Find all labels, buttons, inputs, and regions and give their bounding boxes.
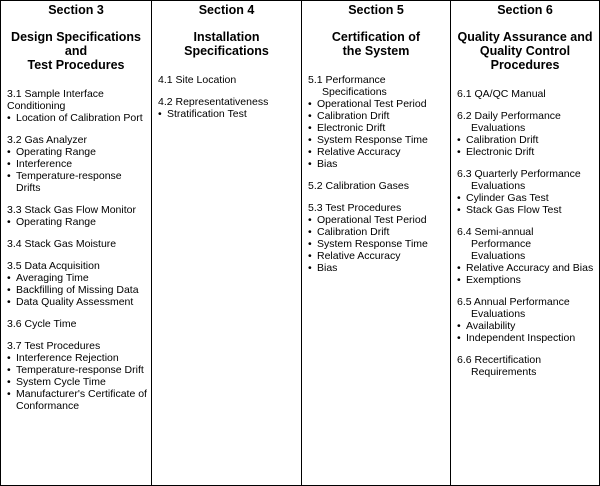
section-number: Section 3 — [48, 3, 104, 17]
item-heading-line: 5.3 Test Procedures — [308, 202, 402, 214]
bullet-list — [7, 216, 147, 228]
section-6-column — [451, 1, 599, 485]
section-title-line: Test Procedures — [27, 58, 125, 72]
bullet-list — [7, 146, 147, 194]
bullet-item: • Cylinder Gas Test — [457, 192, 595, 204]
item-heading-line: Specifications — [322, 86, 387, 98]
section-number: Section 6 — [497, 3, 553, 17]
item-heading — [7, 134, 147, 146]
list-item — [7, 204, 147, 228]
section-items — [451, 88, 599, 378]
item-heading — [308, 74, 446, 98]
item-heading-line: 6.5 Annual Performance — [457, 296, 570, 308]
list-item — [158, 96, 297, 120]
item-heading — [457, 354, 595, 378]
bullet-list — [457, 134, 595, 158]
bullet-list — [457, 262, 595, 286]
bullet-item: • Operating Range — [7, 216, 147, 228]
bullet-item: • Operational Test Period — [308, 214, 446, 226]
bullet-item: • Operational Test Period — [308, 98, 446, 110]
bullet-item: • Location of Calibration Port — [7, 112, 147, 124]
section-title-line: Design Specifications — [11, 30, 141, 44]
item-heading — [308, 202, 446, 214]
item-heading-line: Requirements — [471, 366, 537, 378]
section-items — [1, 88, 151, 412]
item-heading-line: 4.1 Site Location — [158, 74, 237, 86]
list-item — [308, 202, 446, 274]
item-heading-line: Evaluations — [471, 250, 526, 262]
bullet-item: • Temperature-response Drift — [7, 364, 147, 376]
bullet-item: • Electronic Drift — [308, 122, 446, 134]
section-number: Section 4 — [198, 3, 255, 17]
item-heading-line: Evaluations — [471, 180, 526, 192]
item-heading-line: 3.4 Stack Gas Moisture — [7, 238, 117, 250]
list-item — [158, 74, 297, 86]
bullet-item: • Interference Rejection — [7, 352, 147, 364]
bullet-item: • Calibration Drift — [308, 226, 446, 238]
bullet-list — [7, 272, 147, 308]
item-heading — [457, 226, 595, 262]
section-title-line: the System — [342, 44, 410, 58]
list-item — [7, 238, 147, 250]
item-heading-line: 6.6 Recertification — [457, 354, 542, 366]
section-title-line: Specifications — [184, 44, 269, 58]
bullet-item: • System Cycle Time — [7, 376, 147, 388]
item-heading-line: 5.1 Performance — [308, 74, 386, 86]
item-heading-line: Conditioning — [7, 100, 66, 112]
item-heading-line: 5.2 Calibration Gases — [308, 180, 409, 192]
item-heading-line: 3.7 Test Procedures — [7, 340, 101, 352]
bullet-item: • Interference — [7, 158, 147, 170]
bullet-item: • System Response Time — [308, 238, 446, 250]
bullet-item: • Manufacturer's Certificate of Conformance — [7, 388, 147, 412]
item-heading-line: 4.2 Representativeness — [158, 96, 269, 108]
section-title-line: Installation — [193, 30, 260, 44]
section-4-column — [152, 1, 302, 485]
section-title-line: Procedures — [490, 58, 560, 72]
list-item — [7, 260, 147, 308]
item-heading — [457, 88, 595, 100]
section-title-line: Quality Control — [479, 44, 571, 58]
list-item — [457, 354, 595, 378]
bullet-item: • System Response Time — [308, 134, 446, 146]
bullet-item: • Operating Range — [7, 146, 147, 158]
item-heading-line: Performance — [471, 238, 532, 250]
item-heading-line: 3.5 Data Acquisition — [7, 260, 100, 272]
bullet-item: • Calibration Drift — [457, 134, 595, 146]
item-heading — [7, 260, 147, 272]
bullet-item: • Bias — [308, 158, 446, 170]
section-title-line: and — [64, 44, 88, 58]
bullet-item: • Data Quality Assessment — [7, 296, 147, 308]
item-heading — [308, 180, 446, 192]
bullet-list — [7, 352, 147, 412]
section-title — [1, 30, 151, 72]
list-item — [457, 296, 595, 344]
item-heading — [7, 238, 147, 250]
bullet-item: • Calibration Drift — [308, 110, 446, 122]
list-item — [308, 74, 446, 170]
section-5-column — [302, 1, 451, 485]
item-heading — [457, 168, 595, 192]
section-items — [152, 74, 301, 120]
section-title-line: Quality Assurance and — [457, 30, 593, 44]
bullet-item: • Temperature-response Drifts — [7, 170, 147, 194]
bullet-item: • Averaging Time — [7, 272, 147, 284]
bullet-list — [457, 192, 595, 216]
item-heading-line: 6.2 Daily Performance — [457, 110, 561, 122]
item-heading — [158, 74, 297, 86]
list-item — [457, 88, 595, 100]
item-heading — [7, 318, 147, 330]
bullet-item: • Bias — [308, 262, 446, 274]
bullet-item: • Stack Gas Flow Test — [457, 204, 595, 216]
item-heading-line: Evaluations — [471, 308, 526, 320]
section-3-column — [1, 1, 152, 485]
bullet-list — [7, 112, 147, 124]
bullet-item: • Electronic Drift — [457, 146, 595, 158]
item-heading-line: 3.3 Stack Gas Flow Monitor — [7, 204, 136, 216]
list-item — [308, 180, 446, 192]
section-title — [451, 30, 599, 72]
item-heading — [7, 88, 147, 112]
section-number: Section 5 — [348, 3, 404, 17]
bullet-item: • Relative Accuracy and Bias — [457, 262, 595, 274]
item-heading-line: 3.1 Sample Interface — [7, 88, 104, 100]
item-heading-line: Evaluations — [471, 122, 526, 134]
bullet-item: • Availability — [457, 320, 595, 332]
bullet-list — [308, 98, 446, 170]
list-item — [7, 88, 147, 124]
bullet-list — [158, 108, 297, 120]
list-item — [7, 134, 147, 194]
section-title-line: Certification of — [331, 30, 421, 44]
bullet-list — [308, 214, 446, 274]
item-heading-line: 3.2 Gas Analyzer — [7, 134, 87, 146]
section-title — [152, 30, 301, 58]
item-heading-line: 6.1 QA/QC Manual — [457, 88, 546, 100]
list-item — [457, 110, 595, 158]
bullet-item: • Relative Accuracy — [308, 250, 446, 262]
bullet-list — [457, 320, 595, 344]
bullet-item: • Independent Inspection — [457, 332, 595, 344]
list-item — [7, 340, 147, 412]
item-heading-line: 3.6 Cycle Time — [7, 318, 77, 330]
item-heading-line: 6.4 Semi-annual — [457, 226, 534, 238]
bullet-item: • Relative Accuracy — [308, 146, 446, 158]
item-heading-line: 6.3 Quarterly Performance — [457, 168, 581, 180]
item-heading — [7, 340, 147, 352]
list-item — [457, 168, 595, 216]
bullet-item: • Exemptions — [457, 274, 595, 286]
item-heading — [7, 204, 147, 216]
item-heading — [457, 110, 595, 134]
list-item — [457, 226, 595, 286]
item-heading — [457, 296, 595, 320]
list-item — [7, 318, 147, 330]
section-title — [302, 30, 450, 58]
bullet-item: • Backfilling of Missing Data — [7, 284, 147, 296]
section-items — [302, 74, 450, 274]
item-heading — [158, 96, 297, 108]
bullet-item: • Stratification Test — [158, 108, 297, 120]
